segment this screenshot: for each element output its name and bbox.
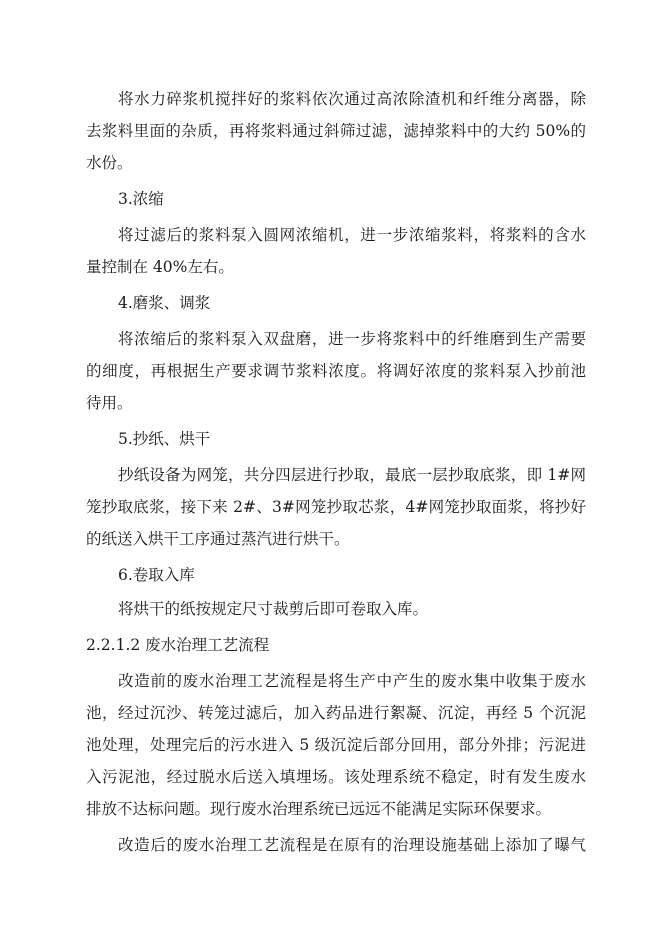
paragraph-line: 池，经过沉沙、转笼过滤后，加入药品进行絮凝、沉淀，再经 5 个沉泥 (86, 704, 586, 722)
paragraph-line: 改造后的废水治理工艺流程是在原有的治理设施基础上添加了曝气 (118, 836, 586, 854)
section-heading: 2.2.1.2 废水治理工艺流程 (86, 636, 270, 654)
paragraph-line: 水份。 (86, 154, 133, 172)
paragraph-line: 笼抄取底浆，接下来 2#、3#网笼抄取芯浆，4#网笼抄取面浆，将抄好 (86, 498, 586, 516)
paragraph-line: 将烘干的纸按规定尺寸裁剪后即可卷取入库。 (118, 600, 429, 618)
paragraph-line: 待用。 (86, 394, 133, 412)
paragraph-line: 的细度，再根据生产要求调节浆料浓度。将调好浓度的浆料泵入抄前池 (86, 362, 586, 380)
paragraph-line: 入污泥池，经过脱水后送入填埋场。该处理系统不稳定，时有发生废水 (86, 768, 586, 786)
paragraph-line: 的纸送入烘干工序通过蒸汽进行烘干。 (86, 530, 350, 548)
paragraph-line: 抄纸设备为网笼，共分四层进行抄取，最底一层抄取底浆，即 1#网 (118, 466, 586, 484)
paragraph-line: 改造前的废水治理工艺流程是将生产中产生的废水集中收集于废水 (118, 672, 586, 690)
step-heading: 6.卷取入库 (118, 566, 195, 584)
step-heading: 5.抄纸、烘干 (118, 430, 211, 448)
paragraph-line: 将浓缩后的浆料泵入双盘磨，进一步将浆料中的纤维磨到生产需要 (118, 330, 586, 348)
paragraph-line: 量控制在 40%左右。 (86, 258, 234, 276)
paragraph-line: 去浆料里面的杂质，再将浆料通过斜筛过滤，滤掉浆料中的大约 50%的 (86, 122, 586, 140)
paragraph-line: 将水力碎浆机搅拌好的浆料依次通过高浓除渣机和纤维分离器，除 (118, 90, 586, 108)
step-heading: 3.浓缩 (118, 190, 164, 208)
step-heading: 4.磨浆、调浆 (118, 294, 211, 312)
paragraph-line: 将过滤后的浆料泵入圆网浓缩机，进一步浓缩浆料，将浆料的含水 (118, 226, 586, 244)
paragraph-line: 排放不达标问题。现行废水治理系统已远远不能满足实际环保要求。 (86, 800, 552, 818)
paragraph-line: 池处理，处理完后的污水进入 5 级沉淀后部分回用，部分外排；污泥进 (86, 736, 586, 754)
